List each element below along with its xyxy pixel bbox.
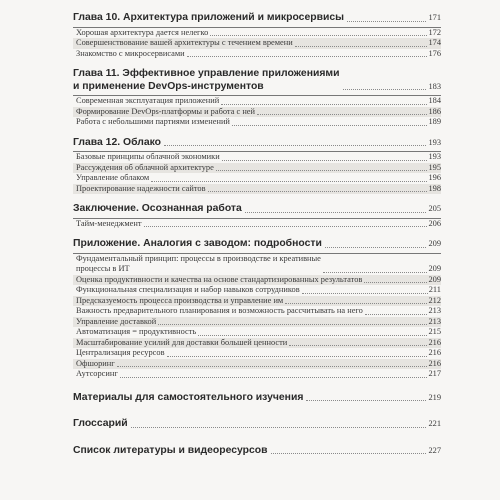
dot-leader (222, 160, 428, 161)
page-number: 216 (428, 348, 441, 357)
page-number: 184 (428, 96, 441, 105)
entry-label: Управление доставкой (76, 316, 157, 326)
entry-label: Автоматизация = продуктивность (76, 327, 197, 336)
dot-leader (271, 453, 427, 454)
dot-leader (151, 181, 427, 182)
toc-entry (73, 107, 441, 118)
table-of-contents (73, 12, 441, 459)
entry-label: Предсказуемость процесса производства и управление им (76, 295, 284, 305)
dot-leader (364, 282, 427, 283)
chapter-title-line-2: и применение DevOps-инструментов (73, 80, 264, 92)
page-number: 171 (428, 13, 441, 22)
dot-leader (245, 212, 427, 213)
page-number: 216 (428, 358, 441, 368)
page-number: 205 (428, 204, 441, 213)
dot-leader (131, 427, 427, 428)
toc-entry (73, 254, 441, 275)
dot-leader (365, 314, 428, 315)
toc-entry (73, 96, 441, 107)
section-title: Глоссарий (73, 418, 128, 429)
dot-leader (285, 303, 427, 304)
dot-leader (306, 400, 426, 401)
page-number: 209 (428, 239, 441, 248)
page-number: 189 (428, 117, 441, 126)
toc-entry (73, 184, 441, 195)
toc-entry (73, 275, 441, 286)
entry-label: Масштабирование усилий для доставки большей ценности (76, 337, 288, 347)
toc-entry (73, 117, 441, 128)
toc-entry (73, 152, 441, 163)
toc-entry (73, 306, 441, 317)
dot-leader (120, 377, 428, 378)
page-number: 212 (428, 295, 441, 305)
page-number: 183 (428, 81, 441, 91)
dot-leader (302, 293, 428, 294)
toc-entry (73, 296, 441, 307)
dot-leader (198, 335, 427, 336)
page-number: 221 (428, 419, 441, 428)
entry-label-line-2: процессы в ИТ (76, 264, 130, 273)
dot-leader (208, 191, 428, 192)
page-number: 217 (428, 369, 441, 378)
entry-label: Управление облаком (76, 173, 150, 182)
materials-heading (73, 392, 441, 407)
entry-label: Тайм-менеджмент (76, 218, 142, 228)
toc-entry (73, 28, 441, 39)
page-number: 198 (428, 183, 441, 193)
chapter-title: Глава 10. Архитектура приложений и микросервисы (73, 12, 345, 23)
toc-entry (73, 38, 441, 49)
chapter-title-line-1: Глава 11. Эффективное управление приложениями (73, 68, 340, 79)
toc-entry (73, 163, 441, 174)
conclusion-heading (73, 203, 441, 219)
glossary-heading (73, 418, 441, 433)
dot-leader (117, 366, 428, 367)
entry-label: Проектирование надежности сайтов (76, 183, 206, 193)
entry-label: Формирование DevOps-платформы и работа с ней (76, 106, 255, 116)
dot-leader (323, 272, 428, 273)
section-title: Список литературы и видеоресурсов (73, 444, 268, 456)
entry-label: Офшоринг (76, 358, 115, 368)
page-number: 216 (428, 337, 441, 347)
chapter-title (73, 68, 340, 93)
dot-leader (167, 356, 428, 357)
entry-label: Рассуждения об облачной архитектуре (76, 162, 214, 172)
page-number: 195 (428, 162, 441, 172)
dot-leader (164, 145, 426, 146)
page-number: 193 (428, 152, 441, 161)
page-number: 215 (428, 327, 441, 336)
page-number: 196 (428, 173, 441, 182)
dot-leader (257, 114, 427, 115)
entry-label: Оценка продуктивности и качества на основе стандартизированных результатов (76, 274, 363, 284)
chapter-10-heading (73, 12, 441, 28)
dot-leader (158, 324, 427, 325)
entry-label: Хорошая архитектура дается нелегко (76, 27, 209, 37)
toc-entry (73, 338, 441, 349)
chapter-title: Приложение. Аналогия с заводом: подробности (73, 238, 322, 249)
dot-leader (144, 226, 428, 227)
dot-leader (289, 345, 427, 346)
dot-leader (347, 21, 426, 22)
page-number: 209 (428, 264, 441, 273)
dot-leader (232, 125, 428, 126)
page-number: 213 (428, 316, 441, 326)
dot-leader (216, 170, 428, 171)
chapter-title: Глава 12. Облако (73, 136, 162, 148)
chapter-12-heading (73, 137, 441, 153)
toc-entry (73, 285, 441, 296)
page-number: 209 (428, 274, 441, 284)
dot-leader (325, 247, 427, 248)
toc-entry (73, 219, 441, 230)
entry-label: Централизация ресурсов (76, 348, 165, 357)
chapter-11-heading (73, 68, 441, 96)
dot-leader (187, 56, 428, 57)
page-number: 219 (428, 392, 441, 402)
page-number: 174 (428, 38, 441, 47)
section-title: Материалы для самостоятельного изучения (73, 391, 304, 403)
references-heading (73, 445, 441, 460)
page-number: 186 (428, 106, 441, 116)
toc-entry (73, 359, 441, 370)
page-number: 227 (428, 445, 441, 455)
entry-label: Работа с небольшими партиями изменений (76, 117, 230, 126)
toc-entry (73, 327, 441, 338)
page-number: 172 (428, 27, 441, 37)
toc-entry (73, 49, 441, 60)
dot-leader (343, 89, 427, 90)
entry-label: Базовые принципы облачной экономики (76, 152, 220, 161)
page-number: 193 (428, 137, 441, 147)
toc-entry (73, 369, 441, 380)
page-number: 206 (428, 218, 441, 228)
entry-label: Знакомство с микросервисами (76, 48, 185, 58)
chapter-title: Заключение. Осознанная работа (73, 203, 242, 214)
entry-label: Современная эксплуатация приложений (76, 96, 220, 105)
toc-entry (73, 317, 441, 328)
appendix-heading (73, 238, 441, 254)
dot-leader (221, 104, 427, 105)
entry-label: Совершенствование вашей архитектуры с течением времени (76, 38, 293, 47)
entry-label: Аутсорсинг (76, 369, 118, 378)
page-number: 213 (428, 306, 441, 315)
entry-label (76, 254, 321, 275)
dot-leader (210, 35, 427, 36)
entry-label-line-1: Фундаментальный принцип: процессы в производстве и креативные (76, 253, 321, 263)
toc-entry (73, 173, 441, 184)
toc-entry (73, 348, 441, 359)
entry-label: Важность предварительного планирования и возможность рассчитывать на него (76, 306, 363, 315)
page-number: 176 (428, 48, 441, 58)
page-number: 211 (428, 285, 441, 294)
dot-leader (295, 46, 428, 47)
entry-label: Функциональная специализация и набор навыков сотрудников (76, 285, 300, 294)
